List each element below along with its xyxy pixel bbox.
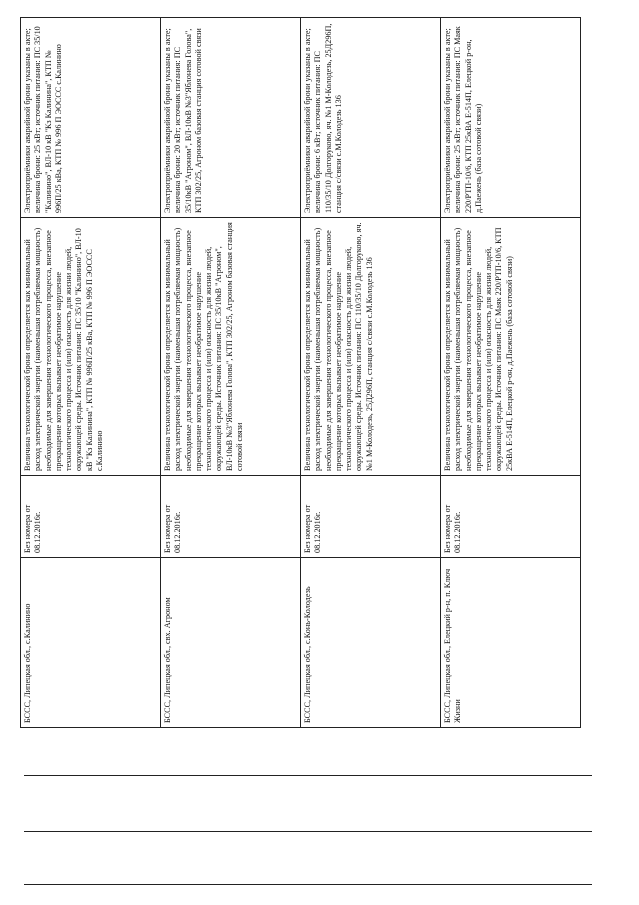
document-cell: Без номера от 08.12.2016г. — [301, 476, 441, 558]
tech-reserve-cell: Величина технологической брони определяется как минимальный расход электрической энергии (наименьшая потребляемая мощность) необходимые для завершения технологического процесса, внезапное прекращение которых вызывает необратимое нарушение технологического процесса и (или) опасность для жизни людей, окружающей среды. Источник питания: ПС 110/35/10 Долгоруково, яч. №1 М-Колодезь, 25Д296П, станция с/связи с.М.Колодезь 136 — [301, 218, 441, 476]
emergency-reserve-cell: Электроприёмники аварийной брони указаны в акте; величина брони: 20 кВт; источник питания: ПС 35/10кВ "Агроном", ВЛ-10кВ №3"Яблонева Голова", КТП 302/25, Агроном базовая станция сотовой связи — [161, 18, 301, 218]
tech-reserve-cell: Величина технологической брони определяется как минимальный расход электрической энергии (наименьшая потребляемая мощность) необходимые для завершения технологического процесса, внезапное прекращение которых вызывает необратимое нарушение технологического процесса и (или) опасность для жизни людей, окружающей среды. Источник питания: ПС Маяк 220/РТП-10/6, КТП 25кВА Е-514П, Елецкой р-он, д.Паежень (база сотовой связи) — [441, 218, 581, 476]
table-row — [441, 18, 581, 728]
tech-reserve-cell: Величина технологической брони определяется как минимальный расход электрической энергии (наименьшая потребляемая мощность) необходимые для завершения технологического процесса, внезапное прекращение которых вызывает необратимое нарушение технологического процесса и (или) опасность для жизни людей, окружающей среды. Источник питания: ПС 35/10 "Калинино", ВЛ-10 кВ "Кз Калинина", КТП № 996П/25 кВа, КТП № 996 П ЭОССС с.Калинино — [21, 218, 161, 476]
document-cell: Без номера от 08.12.2016г. — [161, 476, 301, 558]
document-cell: Без номера от 08.12.2016г. — [21, 476, 161, 558]
object-cell: БССС, Липецкая обл., с.Калинино — [21, 558, 161, 728]
object-cell: БССС, Липецкая обл., Елецкий р-н, п. Ключ Жизни — [441, 558, 581, 728]
tech-reserve-cell: Величина технологической брони определяется как минимальный расход электрической энергии (наименьшая потребляемая мощность) необходимые для завершения технологического процесса, внезапное прекращение которых вызывает необратимое нарушение технологического процесса и (или) опасность для жизни людей, окружающей среды. Источник питания: ПС 35/10кВ "Агроном", ВЛ-10кВ №3"Яблонева Голова", КТП 302/25, Агроном базовая станция сотовой связи — [161, 218, 301, 476]
emergency-reserve-cell: Электроприёмники аварийной брони указаны в акте; величина брони: 25 кВт; источник питания: ПС 35/10 "Калинино", ВЛ-10 кВ "Кз Калинина", КТП № 996П/25 кВа, КТП № 996 П ЭОССС с.Калинино — [21, 18, 161, 218]
emergency-reserve-cell: Электроприёмники аварийной брони указаны в акте; величина брони: 6 кВт; источник питания: ПС 110/35/10 Долгоруково, яч. №1 М-Колодезь, 25Д296П, станция с/связи с.М.Колодезь 136 — [301, 18, 441, 218]
table-row — [21, 18, 161, 728]
table-row — [161, 18, 301, 728]
reserve-table — [20, 17, 581, 728]
table-row — [301, 18, 441, 728]
horizontal-rule — [24, 884, 592, 885]
horizontal-rule — [24, 831, 592, 832]
object-cell: БССС, Липецкая обл., с.Конь-Колодезь — [301, 558, 441, 728]
horizontal-rule — [24, 775, 592, 776]
rotated-table-container — [20, 18, 580, 728]
object-cell: БССС, Липецкая обл., свх. Агроном — [161, 558, 301, 728]
document-cell: Без номера от 08.12.2016г. — [441, 476, 581, 558]
emergency-reserve-cell: Электроприёмники аварийной брони указаны в акте; величина брони: 25 кВт; источник питания: ПС Маяк 220/РТП-10/6, КТП 25кВА Е-514П, Елецкой р-он, д.Паежень (база сотовой связи) — [441, 18, 581, 218]
